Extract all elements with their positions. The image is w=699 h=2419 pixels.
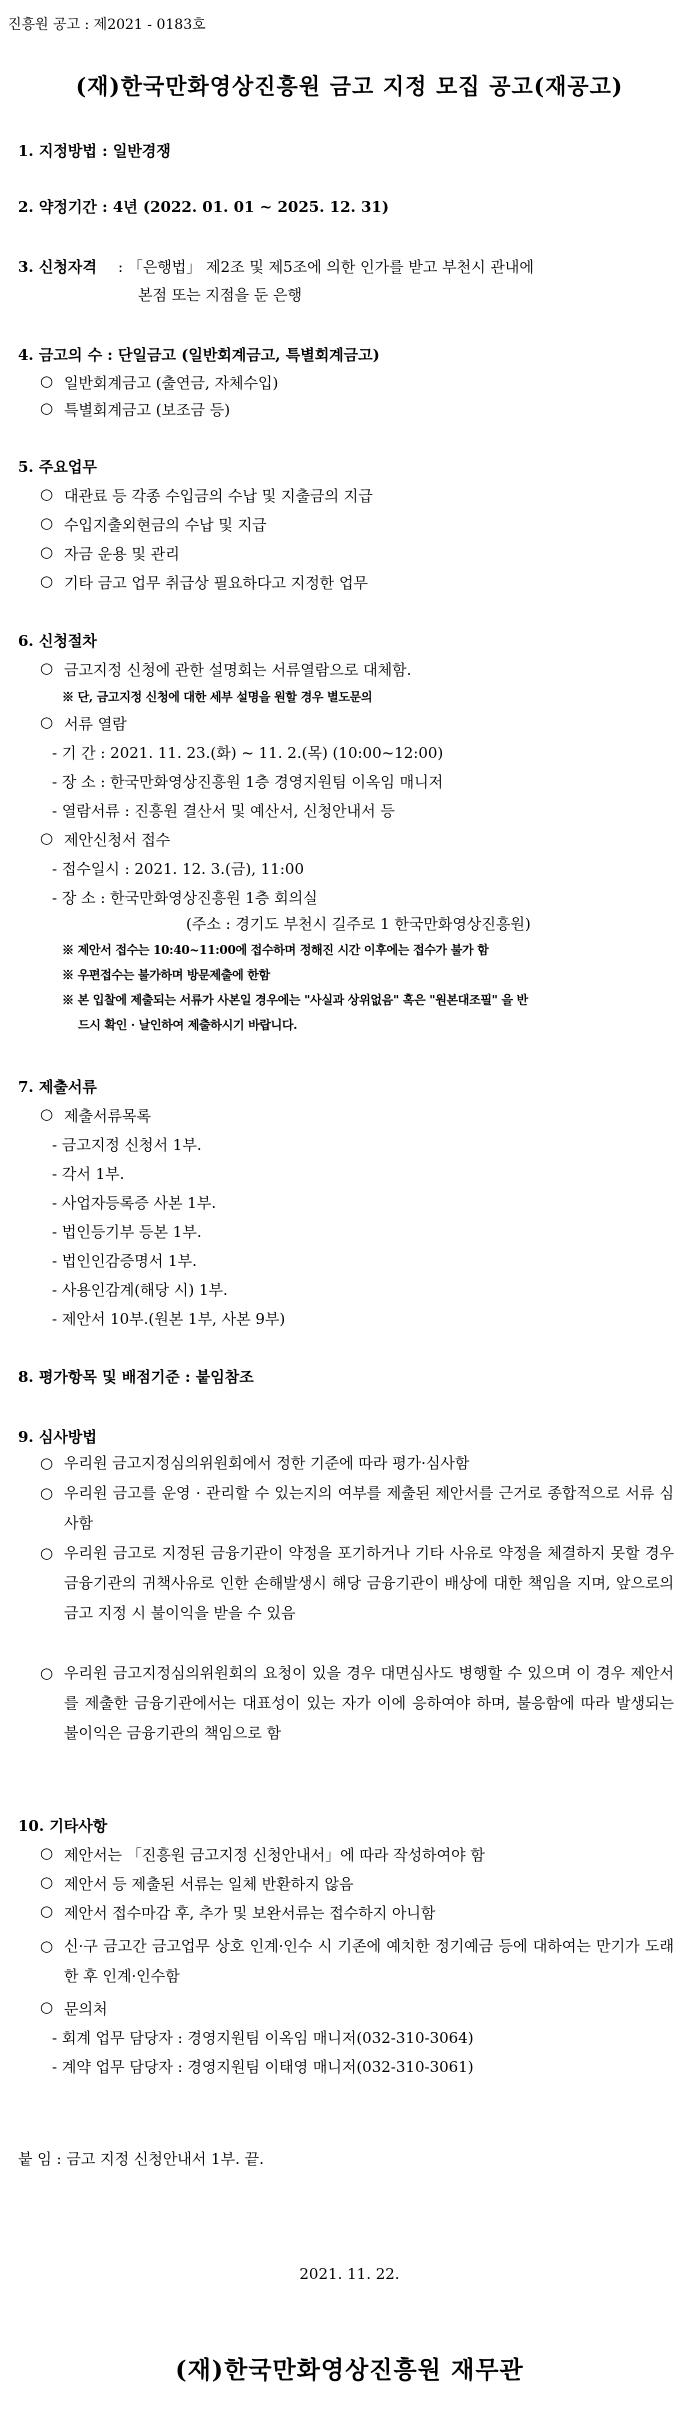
document-item: - 사업자등록증 사본 1부. [52,1194,217,1212]
review-method-2: 우리원 금고를 운영 · 관리할 수 있는지의 여부를 제출된 제안서를 근거로 종합적으로 서류 심사함 [64,1484,674,1532]
page-title: (재)한국만화영상진흥원 금고 지정 모집 공고(재공고) [75,74,624,100]
procedure-note: 드시 확인 · 날인하여 제출하시기 바랍니다. [78,1018,298,1032]
section-period: 2. 약정기간 : 4년 (2022. 01. 01 ~ 2025. 12. 31) [18,198,389,216]
submission-address: (주소 : 경기도 부천시 길주로 1 한국만화영상진흥원) [186,915,531,933]
review-method-3: 우리원 금고로 지정된 금융기관이 약정을 포기하거나 기타 사유로 약정을 체결하지 못할 경우 금융기관의 귀책사유로 인한 손해발생시 해당 금융기관이 배상에 대한 책임을 지며, 앞으로의 금고 지정 시 불이익을 받을 수 있음 [64,1544,674,1622]
procedure-note: ※ 우편접수는 불가하며 방문제출에 한함 [62,968,270,982]
submission-place: - 장 소 : 한국만화영상진흥원 1층 회의실 [52,889,318,907]
notice-date: 2021. 11. 22. [299,2265,400,2283]
section-vault-count: 4. 금고의 수 : 단일금고 (일반회계금고, 특별회계금고) [18,346,380,364]
section-documents: 7. 제출서류 [18,1078,97,1096]
review-period: - 기 간 : 2021. 11. 23.(화) ~ 11. 2.(목) (10:00~12:00) [52,744,444,762]
procedure-note: ※ 단, 금고지정 신청에 대한 세부 설명을 원할 경우 별도문의 [62,690,373,704]
section-eligibility: 3. 신청자격 [18,258,97,276]
document-item: - 각서 1부. [52,1165,125,1183]
submission-date: - 접수일시 : 2021. 12. 3.(금), 11:00 [52,860,304,878]
document-item: - 법인등기부 등본 1부. [52,1223,202,1241]
document-item: - 사용인감계(해당 시) 1부. [52,1281,228,1299]
section-method: 1. 지정방법 : 일반경쟁 [18,142,171,160]
section-review-method: 9. 심사방법 [18,1428,97,1446]
document-item: - 법인인감증명서 1부. [52,1252,197,1270]
section-evaluation: 8. 평가항목 및 배점기준 : 붙임참조 [18,1368,254,1386]
review-method-1: 우리원 금고지정심의위원회에서 정한 기준에 따라 평가·심사함 [64,1454,470,1472]
contact-accounting: - 회계 업무 담당자 : 경영지원팀 이옥임 매니저(032-310-3064) [52,2029,474,2047]
section-other: 10. 기타사항 [18,1817,108,1835]
review-place: - 장 소 : 한국만화영상진흥원 1층 경영지원팀 이옥임 매니저 [52,773,444,791]
review-method-4: 우리원 금고지정심의위원회의 요청이 있을 경우 대면심사도 병행할 수 있으며 이 경우 제안서를 제출한 금융기관에서는 대표성이 있는 자가 이에 응하여야 하며, 불응함에 따라 발생되는 불이익은 금융기관의 책임으로 함 [64,1664,674,1742]
notice-number: 진흥원 공고 : 제2021 - 0183호 [8,17,206,33]
section-main-duties: 5. 주요업무 [18,458,97,476]
section-procedure: 6. 신청절차 [18,632,97,650]
procedure-note: ※ 제안서 접수는 10:40~11:00에 접수하며 정해진 시간 이후에는 접수가 불가 함 [62,943,489,957]
attachment-note: 붙 임 : 금고 지정 신청안내서 1부. 끝. [18,2150,264,2168]
other-item-4: 신·구 금고간 금고업무 상호 인계·인수 시 기존에 예치한 정기예금 등에 대하여는 만기가 도래한 후 인계·인수함 [64,1937,674,1985]
document-item: - 제안서 10부.(원본 1부, 사본 9부) [52,1310,286,1328]
procedure-note: ※ 본 입찰에 제출되는 서류가 사본일 경우에는 "사실과 상위없음" 혹은 "원본대조필" 을 반 [62,993,528,1007]
eligibility-line-1: : 「은행법」 제2조 및 제5조에 의한 인가를 받고 부천시 관내에 [118,258,534,276]
issuer-signature: (재)한국만화영상진흥원 재무관 [175,2355,524,2384]
document-item: - 금고지정 신청서 1부. [52,1136,202,1154]
notice-page: 진흥원 공고 : 제2021 - 0183호 (재)한국만화영상진흥원 금고 지정 모집 공고(재공고) 1. 지정방법 : 일반경쟁 2. 약정기간 : 4년 (2022. 01. 01 ~ 2025. 12. 31) 3. 신청자격 : 「은행법」 제2조 및 제5조에 의한 인가를 받고 부천시 관내에 본점 또는 지점을 둔 은행 4. 금고의 수 : 단일금고 (일반회계금고, 특별회계금고) 일반회계금고 (출연금, 자체수입) 특별회계금고 (보조금 등) 5. 주요업무 대관료 등 각종 수입금의 수납 및 지출금의 지급 수입지출외현금의 수납 및 지급 자금 운용 및 관리 기타 금고 업무 취급상 필요하다고 지정한 업무 6. 신청절차 금고지정 신청에 관한 설명회는 서류열람으로 대체함. ※ 단, 금고지정 신청에 대한 세부 설명을 원할 경우 별도문의 서류 열람 - 기 간 : 2021. 11. 23.(화) ~ 11. 2.(목) (10:00~12:00) - 장 소 : 한국만화영상진흥원 1층 경영지원팀 이옥임 매니저 - 열람서류 : 진흥원 결산서 및 예산서, 신청안내서 등 제안신청서 접수 - 접수일시 : 2021. 12. 3.(금), 11:00 - 장 소 : 한국만화영상진흥원 1층 회의실 (주소 : 경기도 부천시 길주로 1 한국만화영상진흥원) ※ 제안서 접수는 10:40~11:00에 접수하며 정해진 시간 이후에는 접수가 불가 함 ※ 우편접수는 불가하며 방문제출에 한함 ※ 본 입찰에 제출되는 서류가 사본일 경우에는 "사실과 상위없음" 혹은 "원본대조필" 을 반 드시 확인 · 날인하여 제출하시기 바랍니다. 7. 제출서류 제출서류목록 - 금고지정 신청서 1부. - 각서 1부. - 사업자등록증 사본 1부. - 법인등기부 등본 1부. - 법인인감증명서 1부. - 사용인감계(해당 시) 1부. - 제안서 10부.(원본 1부, 사본 9부) 8. 평가항목 및 배점기준 : 붙임참조 9. 심사방법 우리원 금고지정심의위원회에서 정한 기준에 따라 평가·심사함 우리원 금고를 운영 · 관리할 수 있는지의 여부를 제출된 제안서를 근거로 종합적으로 서류 심사함 우리원 금고로 지정된 금융기관이 약정을 포기하거나 기타 사유로 약정을 체결하지 못할 경우 금융기관의 귀책사유로 인한 손해발생시 해당 금융기관이 배상에 대한 책임을 지며, 앞으로의 금고 지정 시 불이익을 받을 수 있음 우리원 금고지정심의위원회의 요청이 있을 경우 대면심사도 병행할 수 있으며 이 경우 제안서를 제출한 금융기관에서는 대표성이 있는 자가 이에 응하여야 하며, 불응함에 따라 발생되는 불이익은 금융기관의 책임으로 함 10. 기타사항 제안서는 「진흥원 금고지정 신청안내서」에 따라 작성하여야 함 제안서 등 제출된 서류는 일체 반환하지 않음 제안서 접수마감 후, 추가 및 보완서류는 접수하지 아니함 신·구 금고간 금고업무 상호 인계·인수 시 기존에 예치한 정기예금 등에 대하여는 만기가 도래한 후 인계·인수함 문의처 - 회계 업무 담당자 : 경영지원팀 이옥임 매니저(032-310-3064) - 계약 업무 담당자 : 경영지원팀 이태영 매니저(032-310-3061) 붙 임 : 금고 지정 신청안내서 1부. 끝. 2021. 11. 22. (재)한국만화영상진흥원 재무관 [0,0,699,2419]
contact-contract: - 계약 업무 담당자 : 경영지원팀 이태영 매니저(032-310-3061) [52,2058,474,2076]
eligibility-line-2: 본점 또는 지점을 둔 은행 [138,286,302,304]
review-documents: - 열람서류 : 진흥원 결산서 및 예산서, 신청안내서 등 [52,802,395,820]
